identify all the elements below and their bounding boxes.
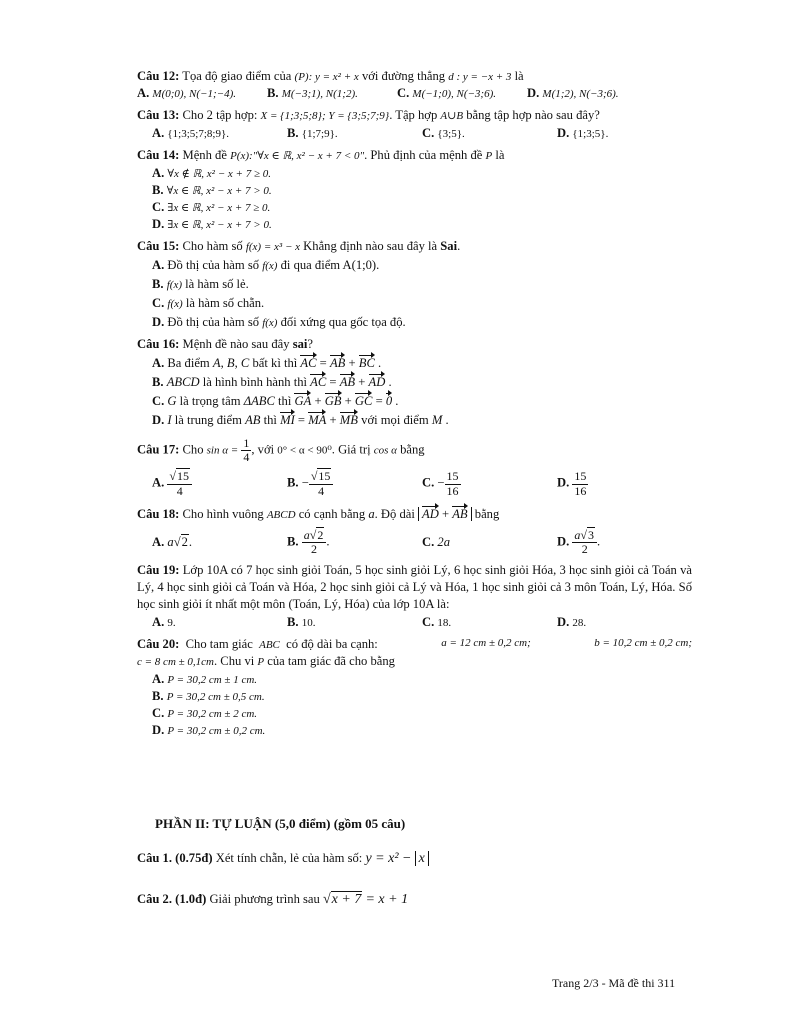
vector-ma: MA [308, 413, 327, 427]
option-d[interactable]: D. I là trung điểm AB thì MI = MA + MB với mọi điểm M . [152, 413, 449, 427]
question-19: Câu 19: Lớp 10A có 7 học sinh giỏi Toán, 5 học sinh giỏi Lý, 6 học sinh giỏi Hóa, 3 học sinh giỏi cả Toán và Lý, 4 học sinh giỏi cả Toán và Hóa, 2 học sinh giỏi cả Lý và Hóa, 1 học sinh giỏi cả 3 môn Toán, Lý, Hóa. Số học sinh giỏi ít nhất một môn (Toán, Lý, Hóa) của lớp 10A là: A. 9. B. 10. C. 18. D. 28. [137, 563, 692, 630]
question-17: Câu 17: Cho sin α = $\frac{1}{4}$ , với 0° < α < 90⁰. Giá trị cos α bằng A. $\frac{√15}{4}$ B. − $\frac{√15}{4}$ C. − $\frac{15}{16}$ D. $\frac{15}{16}$ [137, 437, 692, 498]
options [137, 165, 692, 233]
option-b[interactable]: B. f(x) là hàm số lẻ. [152, 277, 249, 291]
vector-ab: AB [339, 375, 356, 389]
options [137, 614, 692, 631]
options [137, 355, 692, 429]
option-d[interactable]: D. $\frac{a√3}{2}$ . [557, 527, 601, 556]
line-equation: d : y = −x + 3 [448, 71, 512, 83]
essay-question-1: Câu 1. (0.75đ) Xét tính chẵn, lẻ của hàm số: y = x² − x [137, 850, 429, 869]
option-b[interactable]: B. {1;7;9}. [287, 126, 338, 140]
vector-ac: AC [300, 356, 317, 370]
question-20: Câu 20: Cho tam giác ABC có độ dài ba cạnh: a = 12 cm ± 0,2 cm; b = 10,2 cm ± 0,2 cm; c = 8 cm ± 0,1cm. Chu vi P của tam giác đã cho bằng A. P = 30,2 cm ± 1 cm. B. P = 30,2 cm ± 0,5 cm. C. P = 30,2 cm ± 2 cm. D. P = 30,2 cm ± 0,2 cm. [137, 637, 692, 738]
section-heading-part-2: PHẦN II: TỰ LUẬN (5,0 điểm) (gồm 05 câu) [155, 816, 406, 831]
vector-mb: MB [339, 413, 358, 427]
option-b[interactable]: B. − $\frac{√15}{4}$ [287, 470, 422, 497]
option-a[interactable]: A. ∀x ∉ ℝ, x² − x + 7 ≥ 0. [152, 166, 271, 180]
option-a[interactable]: A. 9. [152, 615, 176, 630]
vector-ad: AD [368, 375, 386, 389]
option-c[interactable]: C. 18. [422, 615, 452, 630]
question-12: Câu 12: Tọa độ giao điểm của (P): y = x² + x với đường thẳng d : y = −x + 3 là A. M(0;0), N(−1;−4). B. M(−3;1), N(1;2). C. M(−1;0), N(−3;6). D. M(1;2), N(−3;6). [137, 68, 692, 102]
option-c[interactable]: C. G là trọng tâm ΔABC thì GA + GB + GC = 0 . [152, 394, 399, 408]
option-c[interactable]: C. {3;5}. [422, 126, 465, 140]
parabola-equation: (P): y = x² + x [294, 71, 359, 83]
vector-ab: AB [329, 356, 346, 370]
question-label: Câu 12: [137, 69, 180, 83]
options [137, 85, 692, 102]
vector-mi: MI [280, 413, 295, 427]
options [137, 529, 692, 556]
option-a[interactable]: A. Ba điểm A, B, C bất kì thì AC = AB + BC . [152, 356, 382, 370]
question-18: Câu 18: Cho hình vuông ABCD có cạnh bằng a. Độ dài AD + AB bằng A. a√2. B. $\frac{a√2}{2}$ . C. 2a D. $\frac{a√3}{2}$ . [137, 506, 692, 556]
option-c[interactable]: C. 2a [422, 534, 450, 549]
option-c[interactable]: C. − $\frac{15}{16}$ [422, 469, 459, 498]
vector-ga: GA [294, 394, 312, 408]
options [137, 257, 692, 331]
option-a[interactable]: A. $\frac{√15}{4}$ [152, 470, 287, 497]
option-c[interactable]: C. f(x) là hàm số chẵn. [152, 296, 265, 310]
question-15: Câu 15: Cho hàm số f(x) = x³ − x Khẳng định nào sau đây là Sai. A. Đồ thị của hàm số f(x) đi qua điểm A(1;0). B. f(x) là hàm số lẻ. C. f(x) là hàm số chẵn. D. Đồ thị của hàm số f(x) đối xứng qua gốc tọa độ. [137, 238, 692, 331]
option-c[interactable]: C. M(−1;0), N(−3;6). [397, 86, 496, 100]
vector-gb: GB [324, 394, 342, 408]
option-d[interactable]: D. Đồ thị của hàm số f(x) đối xứng qua gốc tọa độ. [152, 315, 406, 329]
option-d[interactable]: D. 28. [557, 615, 587, 630]
option-d[interactable]: D. {1;3;5}. [557, 126, 609, 140]
option-a[interactable]: A. Đồ thị của hàm số f(x) đi qua điểm A(1;0). [152, 258, 380, 272]
question-13: Câu 13: Cho 2 tập hợp: X = {1;3;5;8}; Y = {3;5;7;9}. Tập hợp A∪B bằng tập hợp nào sau đây? A. {1;3;5;7;8;9}. B. {1;7;9}. C. {3;5}. D. {1;3;5}. [137, 107, 692, 142]
option-b[interactable]: B. 10. [287, 615, 316, 630]
options [137, 470, 692, 497]
option-b[interactable]: B. ∀x ∈ ℝ, x² − x + 7 > 0. [152, 183, 272, 197]
page-footer: Trang 2/3 - Mã đề thi 311 [552, 976, 676, 990]
option-a[interactable]: A. P = 30,2 cm ± 1 cm. [152, 672, 258, 687]
option-b[interactable]: B. $\frac{a√2}{2}$ . [287, 527, 330, 556]
fraction-one-quarter: $\frac{1}{4}$ [243, 436, 250, 465]
option-d[interactable]: D. P = 30,2 cm ± 0,2 cm. [152, 723, 266, 738]
question-16: Câu 16: Mệnh đề nào sau đây sai? A. Ba điểm A, B, C bất kì thì AC = AB + BC . B. ABCD là hình bình hành thì AC = AB + AD . C. G là trọng tâm ΔABC thì GA + GB + GC = 0 . D. I là trung điểm AB thì MI = MA + MB với mọi điểm M . [137, 336, 692, 429]
essay-question-2: Câu 2. (1.0đ) Giải phương trình sau √x + 7 = x + 1 [137, 892, 409, 907]
option-b[interactable]: B. P = 30,2 cm ± 0,5 cm. [152, 689, 265, 704]
option-a[interactable]: A. {1;3;5;7;8;9}. [152, 126, 229, 140]
vector-ac: AC [310, 375, 327, 389]
option-b[interactable]: B. M(−3;1), N(1;2). [267, 86, 358, 100]
option-d[interactable]: D. ∃x ∈ ℝ, x² − x + 7 > 0. [152, 217, 272, 231]
vector-magnitude: AD + AB [418, 507, 472, 521]
options [137, 125, 692, 142]
vector-zero: 0 [385, 394, 393, 408]
vector-gc: GC [354, 394, 373, 408]
exam-page-content [137, 68, 692, 739]
option-a[interactable]: A. M(0;0), N(−1;−4). [137, 86, 236, 100]
option-a[interactable]: A. a√2. [152, 534, 193, 549]
question-14: Câu 14: Mệnh đề P(x):"∀x ∈ ℝ, x² − x + 7 < 0". Phủ định của mệnh đề P là A. ∀x ∉ ℝ, x² − x + 7 ≥ 0. B. ∀x ∈ ℝ, x² − x + 7 > 0. C. ∃x ∈ ℝ, x² − x + 7 ≥ 0. D. ∃x ∈ ℝ, x² − x + 7 > 0. [137, 147, 692, 233]
option-c[interactable]: C. P = 30,2 cm ± 2 cm. [152, 706, 258, 721]
option-d[interactable]: D. M(1;2), N(−3;6). [527, 86, 619, 100]
options [137, 671, 692, 739]
option-d[interactable]: D. $\frac{15}{16}$ [557, 469, 587, 498]
option-c[interactable]: C. ∃x ∈ ℝ, x² − x + 7 ≥ 0. [152, 200, 271, 214]
option-b[interactable]: B. ABCD là hình bình hành thì AC = AB + AD . [152, 375, 392, 389]
vector-bc: BC [358, 356, 375, 370]
